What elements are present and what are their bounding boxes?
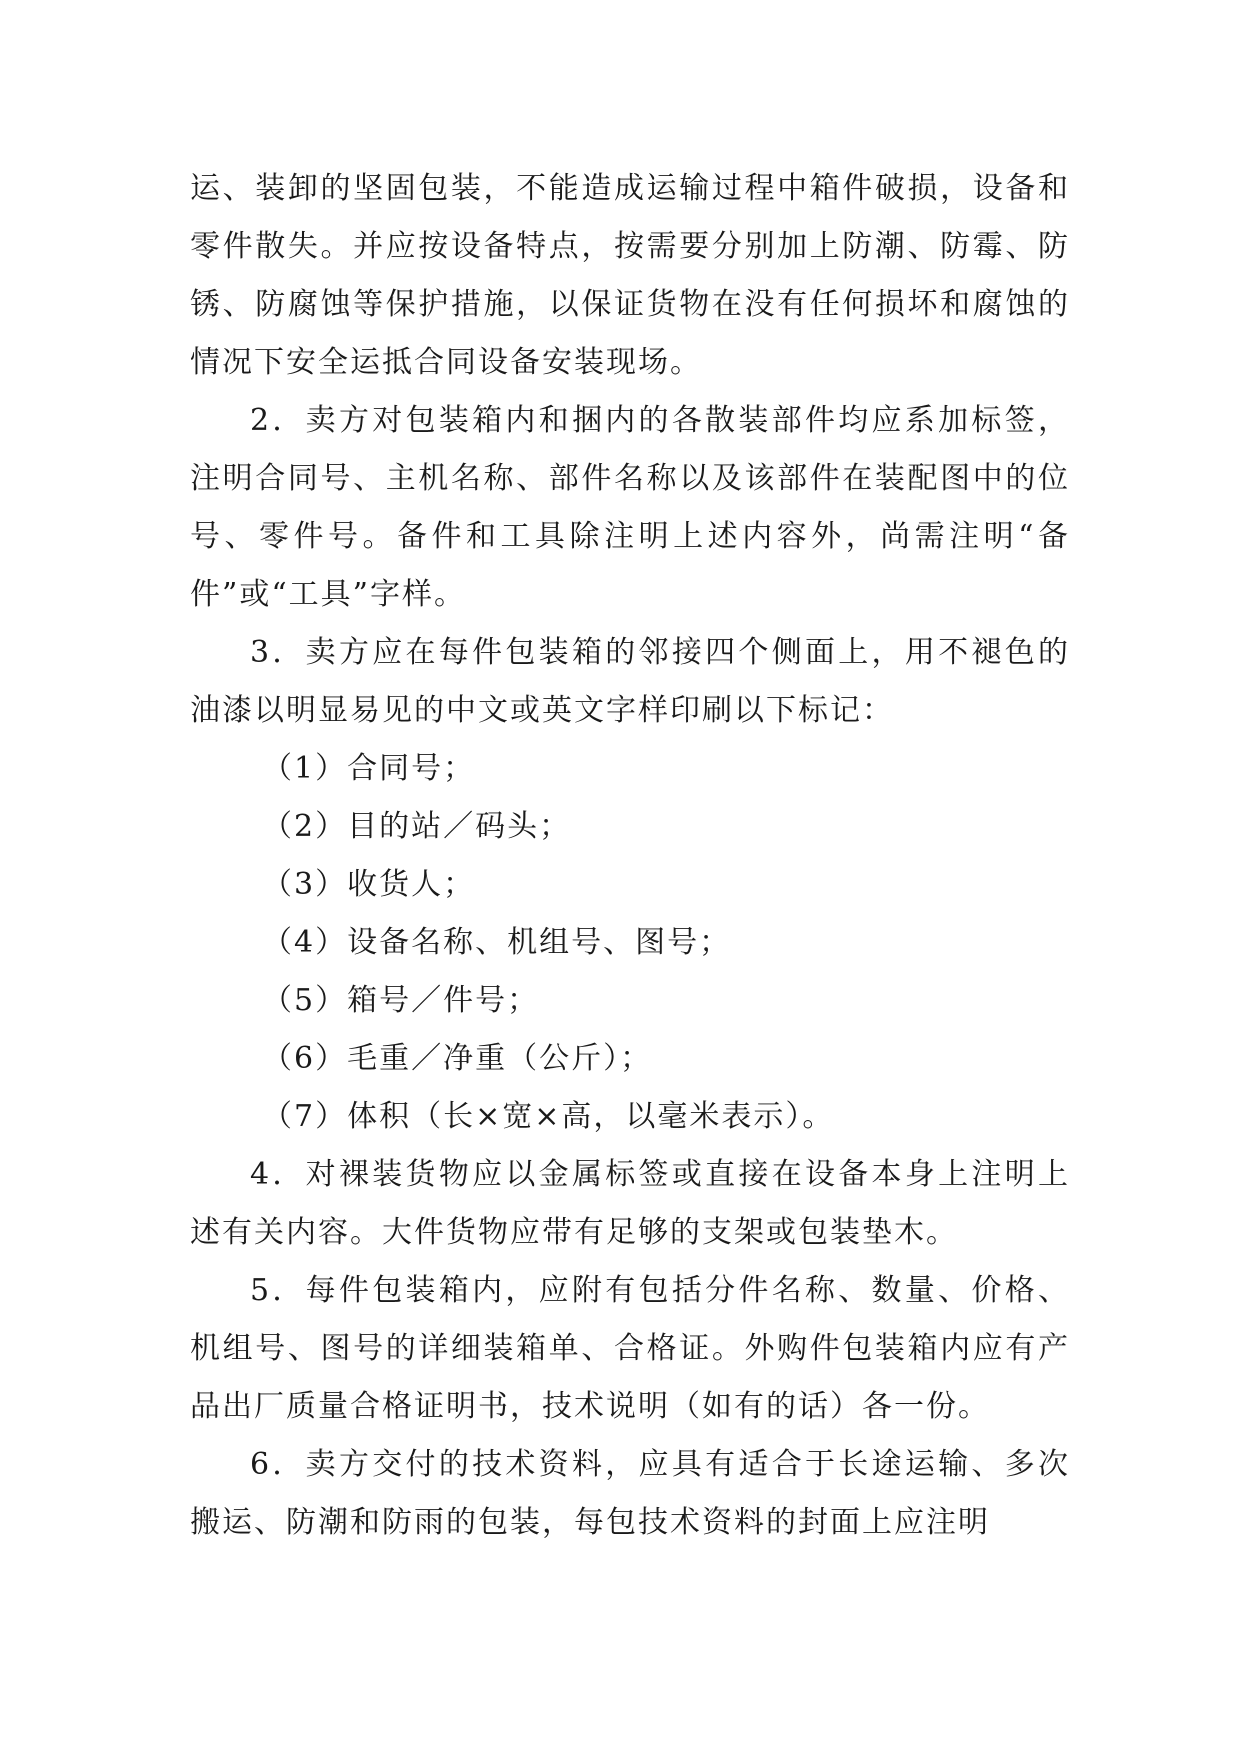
list-item-consignee: （3）收货人； <box>262 867 476 902</box>
paragraph-item-6-technical-docs: 6．卖方交付的技术资料，应具有适合于长途运输、多次搬运、防潮和防雨的包装，每包技术资料的封面上应注明 <box>190 1447 1070 1540</box>
list-item-case-number: （5）箱号／件号； <box>262 983 540 1018</box>
list-item-contract-number: （1）合同号； <box>262 751 476 786</box>
paragraph-packaging-continued: 运、装卸的坚固包装，不能造成运输过程中箱件破损，设备和零件散失。并应按设备特点，按需要分别加上防潮、防霉、防锈、防腐蚀等保护措施，以保证货物在没有任何损坏和腐蚀的情况下安全运抵合同设备安装现场。 <box>190 171 1070 380</box>
document-body <box>190 160 1070 1552</box>
paragraph-item-2-labels: 2．卖方对包装箱内和捆内的各散装部件均应系加标签，注明合同号、主机名称、部件名称以及该部件在装配图中的位号、零件号。备件和工具除注明上述内容外，尚需注明“备件”或“工具”字样。 <box>190 403 1070 612</box>
paragraph-item-3-markings: 3．卖方应在每件包装箱的邻接四个侧面上，用不褪色的油漆以明显易见的中文或英文字样印刷以下标记： <box>190 635 1070 728</box>
paragraph-item-4-bare-goods: 4．对裸装货物应以金属标签或直接在设备本身上注明上述有关内容。大件货物应带有足够的支架或包装垫木。 <box>190 1157 1070 1250</box>
list-item-equipment-name: （4）设备名称、机组号、图号； <box>262 925 732 960</box>
list-item-volume: （7）体积（长×宽×高，以毫米表示）。 <box>262 1099 835 1134</box>
list-item-weight: （6）毛重／净重（公斤）； <box>262 1041 653 1076</box>
paragraph-item-5-packing-list: 5．每件包装箱内，应附有包括分件名称、数量、价格、机组号、图号的详细装箱单、合格证。外购件包装箱内应有产品出厂质量合格证明书，技术说明（如有的话）各一份。 <box>190 1273 1070 1424</box>
list-item-destination: （2）目的站／码头； <box>262 809 572 844</box>
